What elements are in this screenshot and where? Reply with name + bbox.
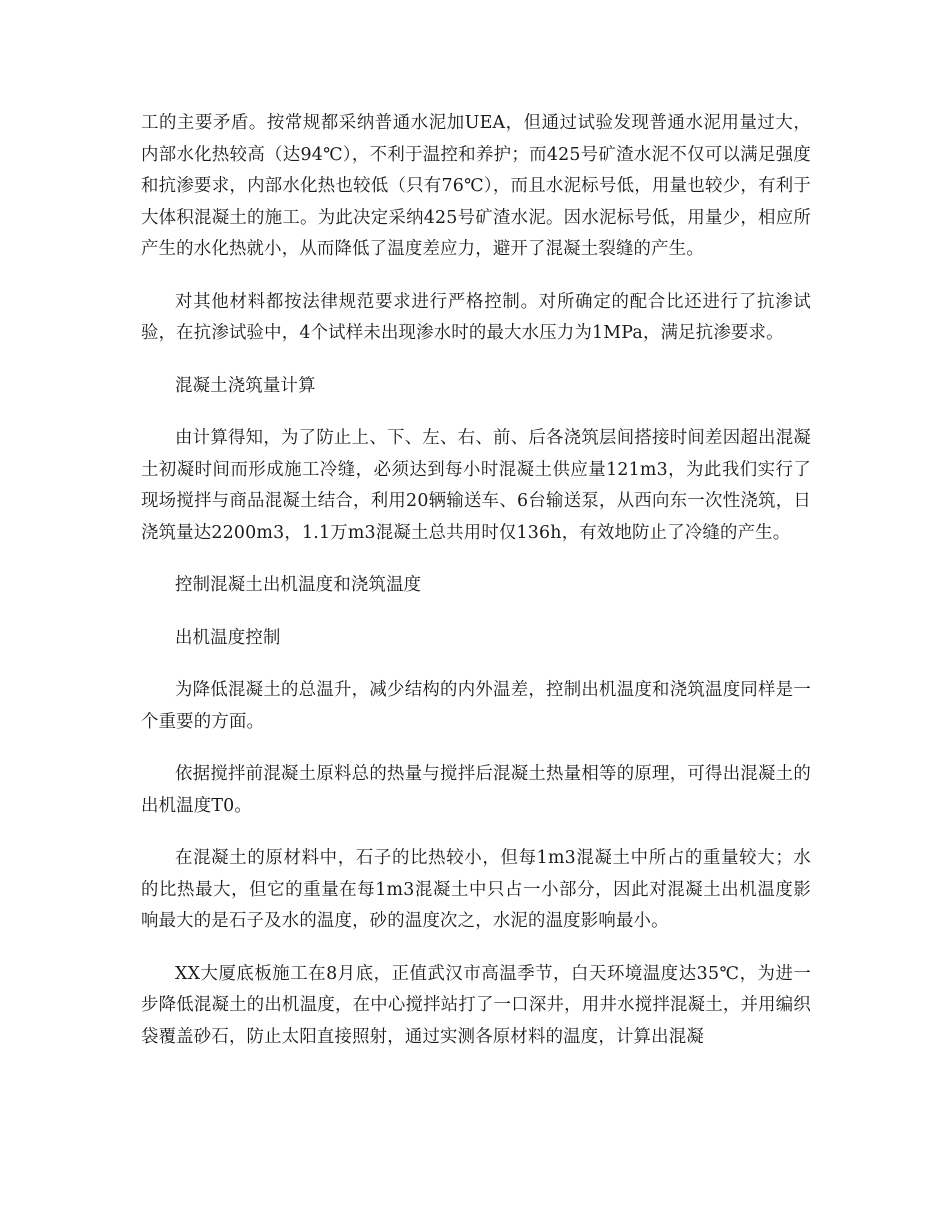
document-body bbox=[141, 108, 811, 1074]
paragraph-reduce-temperature-rise: 为降低混凝土的总温升，减少结构的内外温差，控制出机温度和浇筑温度同样是一个重要的方面。 bbox=[141, 680, 811, 732]
section-heading-pouring-volume: 混凝土浇筑量计算 bbox=[175, 375, 316, 396]
paragraph-heat-balance: 依据搅拌前混凝土原料总的热量与搅拌后混凝土热量相等的原理，可得出混凝土的出机温度T0。 bbox=[141, 764, 811, 816]
paragraph-site-cooling-measures: XX大厦底板施工在8月底，正值武汉市高温季节，白天环境温度达35℃，为进一步降低混凝土的出机温度，在中心搅拌站打了一口深井，用井水搅拌混凝土，并用编织袋覆盖砂石，防止太阳直接照射，通过实测各原材料的温度，计算出混凝 bbox=[141, 963, 811, 1047]
paragraph-cement-selection: 工的主要矛盾。按常规都采纳普通水泥加UEA，但通过试验发现普通水泥用量过大，内部水化热较高（达94℃），不利于温控和养护；而425号矿渣水泥不仅可以满足强度和抗渗要求，内部水化热也较低（只有76℃），而且水泥标号低，用量也较少，有利于大体积混凝土的施工。为此决定采纳425号矿渣水泥。因水泥标号低，用量少，相应所产生的水化热就小，从而降低了温度差应力，避开了混凝土裂缝的产生。 bbox=[141, 113, 811, 259]
section-heading-outlet-temperature: 出机温度控制 bbox=[175, 627, 281, 648]
paragraph-pouring-volume: 由计算得知，为了防止上、下、左、右、前、后各浇筑层间搭接时间差因超出混凝土初凝时间而形成施工冷缝，必须达到每小时混凝土供应量121m3，为此我们实行了现场搅拌与商品混凝土结合，利用20辆输送车、6台输送泵，从西向东一次性浇筑，日浇筑量达2200m3，1.1万m3混凝土总共用时仅136h，有效地防止了冷缝的产生。 bbox=[141, 428, 811, 543]
paragraph-material-control: 对其他材料都按法律规范要求进行严格控制。对所确定的配合比还进行了抗渗试验，在抗渗试验中，4个试样未出现渗水时的最大水压力为1MPa，满足抗渗要求。 bbox=[141, 291, 811, 343]
section-heading-temperature-control: 控制混凝土出机温度和浇筑温度 bbox=[175, 575, 422, 595]
paragraph-material-specific-heat: 在混凝土的原材料中，石子的比热较小，但每1m3混凝土中所占的重量较大；水的比热最大，但它的重量在每1m3混凝土中只占一小部分，因此对混凝土出机温度影响最大的是石子及水的温度，砂的温度次之，水泥的温度影响最小。 bbox=[141, 848, 811, 931]
